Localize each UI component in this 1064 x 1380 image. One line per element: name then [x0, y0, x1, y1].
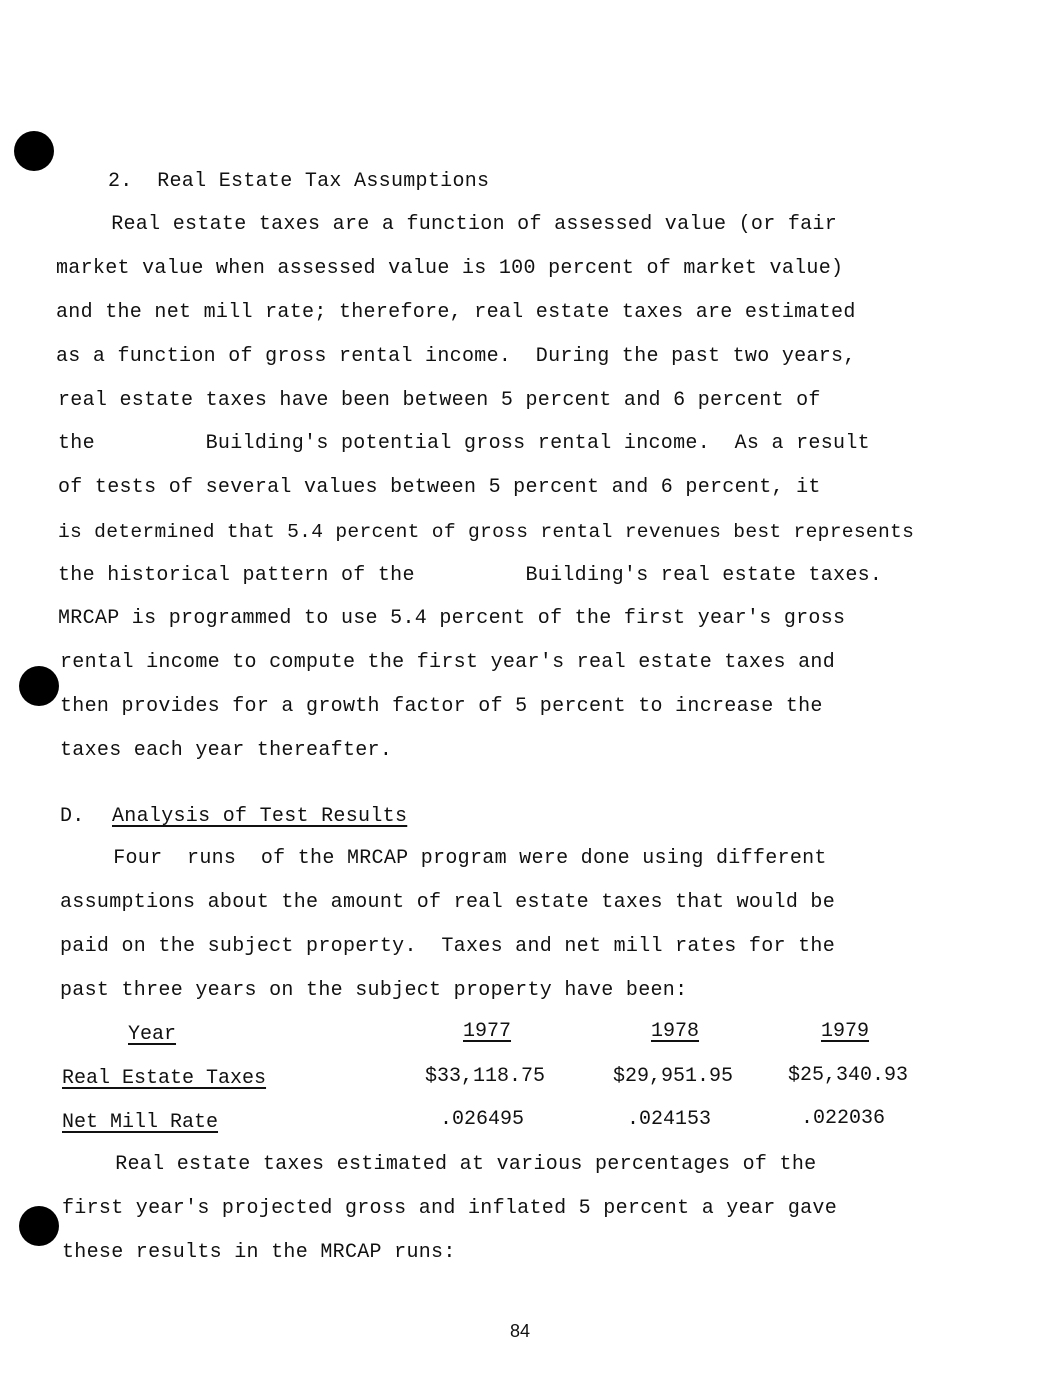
binder-hole-top: [14, 131, 54, 171]
table-header-1978: 1978: [651, 1020, 700, 1043]
paragraph-line: the Building's potential gross rental income. As a result: [58, 432, 870, 455]
paragraph-line: assumptions about the amount of real estate taxes that would be: [60, 891, 836, 914]
paragraph-line: and the net mill rate; therefore, real estate taxes are estimated: [56, 301, 856, 324]
cell-taxes-1978: $29,951.95: [613, 1065, 734, 1088]
paragraph-line: these results in the MRCAP runs:: [62, 1241, 456, 1264]
table-header-year: Year: [128, 1023, 177, 1046]
paragraph-line: Four runs of the MRCAP program were done using different: [64, 847, 827, 870]
paragraph-line: rental income to compute the first year's real estate taxes and: [60, 651, 836, 674]
paragraph-line: real estate taxes have been between 5 percent and 6 percent of: [58, 389, 821, 412]
paragraph-line: as a function of gross rental income. During the past two years,: [56, 345, 856, 368]
row-label-real-estate-taxes: Real Estate Taxes: [62, 1067, 267, 1090]
section-heading-real-estate-tax: 2. Real Estate Tax Assumptions: [108, 170, 490, 193]
page-number: 84: [510, 1321, 531, 1341]
cell-rate-1977: .026495: [440, 1108, 525, 1131]
section-heading-analysis: Analysis of Test Results: [112, 805, 408, 828]
cell-rate-1978: .024153: [627, 1108, 712, 1131]
table-header-1979: 1979: [821, 1020, 870, 1043]
paragraph-line: paid on the subject property. Taxes and net mill rates for the: [60, 935, 836, 958]
paragraph-line: of tests of several values between 5 percent and 6 percent, it: [58, 476, 821, 499]
paragraph-line: is determined that 5.4 percent of gross rental revenues best represents: [58, 521, 915, 543]
section-label-d: D.: [60, 805, 85, 828]
cell-taxes-1977: $33,118.75: [425, 1065, 546, 1088]
paragraph-line: Real estate taxes are a function of assessed value (or fair: [62, 213, 838, 236]
paragraph-line: Real estate taxes estimated at various percentages of the: [66, 1153, 817, 1176]
paragraph-line: the historical pattern of the Building's real estate taxes.: [58, 564, 883, 587]
row-label-net-mill-rate: Net Mill Rate: [62, 1111, 219, 1134]
binder-hole-middle: [19, 666, 59, 706]
paragraph-line: MRCAP is programmed to use 5.4 percent of the first year's gross: [58, 607, 846, 630]
paragraph-line: market value when assessed value is 100 percent of market value): [56, 257, 844, 280]
paragraph-line: past three years on the subject property have been:: [60, 979, 688, 1002]
binder-hole-bottom: [19, 1206, 59, 1246]
paragraph-line: then provides for a growth factor of 5 percent to increase the: [60, 695, 823, 718]
table-header-1977: 1977: [463, 1020, 512, 1043]
cell-taxes-1979: $25,340.93: [788, 1064, 909, 1087]
paragraph-line: taxes each year thereafter.: [60, 739, 393, 762]
paragraph-line: first year's projected gross and inflated 5 percent a year gave: [62, 1197, 838, 1220]
cell-rate-1979: .022036: [801, 1107, 886, 1130]
